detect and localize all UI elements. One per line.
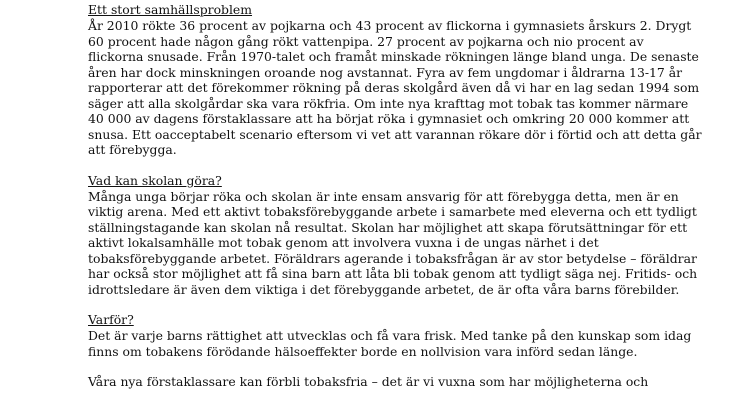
text-line: idrottsledare är även dem viktiga i det förebyggande arbetet, de är ofta våra barns förebilder. xyxy=(88,281,680,297)
text-line: rapporterar att det förekommer rökning på deras skolgård även då vi har en lag sedan 1994 som xyxy=(88,80,700,95)
section-paragraph xyxy=(88,374,740,390)
text-line: ställningstagande kan skolan nå resultat. Skolan har möjlighet att skapa förutsättningar för ett xyxy=(88,219,688,235)
text-line: 60 procent hade någon gång rökt vattenpipa. 27 procent av pojkarna och nio procent av xyxy=(88,33,644,49)
section-samhallsproblem xyxy=(88,2,740,158)
section-heading: Ett stort samhällsproblem xyxy=(88,2,253,17)
text-line: aktivt lokalsamhälle mot tobak genom att involvera vuxna i de ungas närhet i det xyxy=(88,235,599,250)
text-line: åren har dock minskningen oroande nog avstannat. Fyra av fem ungdomar i åldrarna 13-17 år xyxy=(88,64,683,80)
text-line: Våra nya förstaklassare kan förbli tobaksfria – det är vi vuxna som har möjligheterna och xyxy=(88,374,649,389)
text-line: har också stor möjlighet att få sina barn att låta bli tobak genom att tydligt säga nej. Fritids- och xyxy=(88,266,698,281)
paragraph-gap xyxy=(88,359,740,374)
section-heading: Varför? xyxy=(88,312,134,327)
paragraph-gap xyxy=(88,297,740,312)
text-line: snusa. Ett oacceptabelt scenario eftersom vi vet att varannan rökare dör i förtid och att detta går xyxy=(88,126,702,142)
paragraph-gap xyxy=(88,158,740,173)
section-vad-kan-skolan-gora xyxy=(88,173,740,298)
text-line: att förebygga. xyxy=(88,142,177,157)
text-line: År 2010 rökte 36 procent av pojkarna och 43 procent av flickorna i gymnasiets årskurs 2. Drygt xyxy=(88,18,692,33)
section-paragraph xyxy=(88,18,740,158)
text-line: finns om tobakens förödande hälsoeffekter borde en nollvision vara införd sedan länge. xyxy=(88,343,638,359)
section-heading: Vad kan skolan göra? xyxy=(88,172,222,188)
section-varfor xyxy=(88,312,740,359)
text-line: viktig arena. Med ett aktivt tobaksförebyggande arbete i samarbete med eleverna och ett tydligt xyxy=(88,204,697,219)
section-paragraph xyxy=(88,328,740,359)
text-line: Många unga börjar röka och skolan är inte ensam ansvarig för att förebygga detta, men är en xyxy=(88,188,679,204)
text-line: tobaksförebyggande arbetet. Föräldrars agerande i tobaksfrågan är av stor betydelse – föräldrar xyxy=(88,250,697,266)
text-line: säger att alla skolgårdar ska vara rökfria. Om inte nya krafttag mot tobak tas kommer närmare xyxy=(88,95,689,111)
text-line: Det är varje barns rättighet att utvecklas och få vara frisk. Med tanke på den kunskap som idag xyxy=(88,328,692,343)
text-line: flickorna snusade. Från 1970-talet och framåt minskade rökningen länge bland unga. De senaste xyxy=(88,49,699,64)
document-page xyxy=(88,2,740,390)
section-forstaklassare xyxy=(88,374,740,390)
text-line: 40 000 av dagens förstaklassare att ha börjat röka i gymnasiet och omkring 20 000 kommer att xyxy=(88,111,690,126)
section-paragraph xyxy=(88,189,740,298)
